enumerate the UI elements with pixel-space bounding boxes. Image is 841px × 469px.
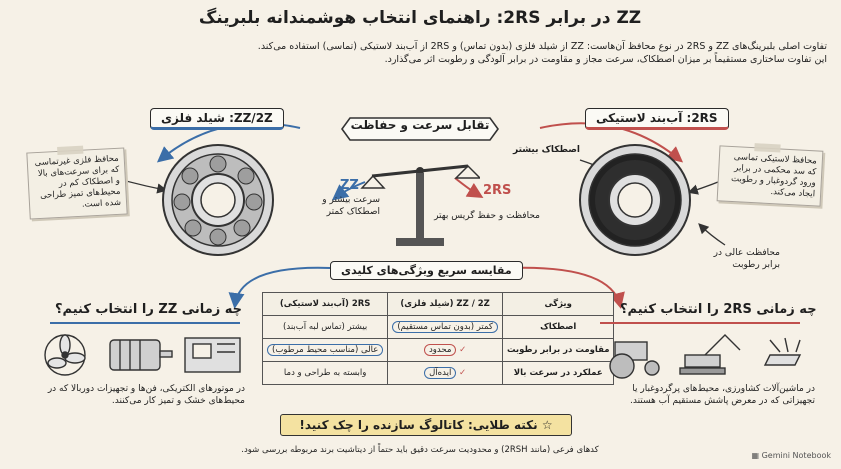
zz-description-note bbox=[26, 147, 127, 219]
star-icon: ☆ bbox=[541, 418, 553, 432]
when-2rs-heading: چه زمانی 2RS را انتخاب کنیم؟ bbox=[620, 302, 817, 317]
brand-text: Gemini Notebook bbox=[761, 451, 831, 460]
water-spray-icon bbox=[765, 338, 800, 365]
divider bbox=[50, 322, 240, 324]
zz-scale-label: ZZ bbox=[340, 178, 359, 193]
table-cell-rs bbox=[263, 339, 388, 362]
arrow-moisture bbox=[700, 225, 725, 245]
table-row bbox=[263, 316, 614, 339]
zz-scale-description: سرعت بیشتر و اصطکاک کمتر bbox=[322, 195, 380, 217]
2rs-scale-label: 2RS bbox=[483, 183, 512, 198]
divider bbox=[600, 322, 800, 324]
golden-tip-banner bbox=[280, 414, 572, 436]
2rs-scale-description: محافظت و حفظ گریس بهتر bbox=[434, 211, 540, 221]
tractor-icon bbox=[610, 342, 659, 378]
friction-more-label: اصطکاک بیشتر bbox=[513, 145, 580, 155]
comparison-heading: مقایسه سریع ویژگی‌های کلیدی bbox=[330, 261, 523, 280]
table-header: 2RS (آب‌بند لاستیکی) bbox=[263, 293, 388, 316]
page-title: ZZ در برابر 2RS: راهنمای انتخاب هوشمندانه بلبرینگ bbox=[198, 8, 642, 28]
2rs-description-text: محافظ لاستیکی تماسی که سد محکمی در برابر ورود گردوغبار و رطوبت ایجاد می‌کند. bbox=[730, 152, 818, 200]
when-2rs-text: در ماشین‌آلات کشاورزی، محیط‌های پرگردوغبار یا تجهیزاتی که در معرض پاشش مستقیم آب هستند. bbox=[629, 384, 815, 406]
intro-line-1: تفاوت اصلی بلبرینگ‌های ZZ و 2RS در نوع محافظ آن‌هاست: ZZ از شیلد فلزی (بدون تماس) و 2RS از آب‌بند لاستیکی (تماسی) استفاده می‌کند. bbox=[257, 41, 827, 52]
table-row bbox=[263, 339, 614, 362]
zz-value: کمتر (بدون تماس مستقیم) bbox=[392, 321, 498, 333]
table-cell-rs: وابسته به طراحی و دما bbox=[263, 362, 388, 385]
table-row bbox=[263, 362, 614, 385]
tape-decoration bbox=[754, 143, 780, 152]
tape-decoration bbox=[57, 146, 83, 155]
table-cell-zz bbox=[388, 362, 503, 385]
2rs-description-note bbox=[717, 145, 824, 206]
brand-watermark bbox=[751, 451, 831, 460]
table-cell-feature: مقاومت در برابر رطوبت bbox=[502, 339, 614, 362]
check-icon: ✓ bbox=[459, 368, 467, 378]
2rs-bearing-icon bbox=[575, 140, 695, 260]
comparison-table bbox=[262, 292, 614, 385]
intro-line-2: این تفاوت ساختاری مستقیماً بر میزان اصطکاک، سرعت مجاز و مقاومت در برابر آلودگی و رطوبت اثر می‌گذارد. bbox=[384, 54, 827, 65]
zz-applications-illustration bbox=[35, 330, 245, 380]
table-cell-rs: بیشتر (تماس لبه آب‌بند) bbox=[263, 316, 388, 339]
table-header: ZZ / 2Z (شیلد فلزی) bbox=[388, 293, 503, 316]
notebook-logo-icon: ▦ bbox=[751, 451, 760, 460]
check-icon: ✓ bbox=[459, 345, 467, 355]
2rs-applications-illustration bbox=[600, 330, 820, 380]
when-zz-heading: چه زمانی ZZ را انتخاب کنیم؟ bbox=[55, 302, 243, 317]
footer-note: کدهای فرعی (مانند 2RSH) و محدودیت سرعت دقیق باید حتماً از دیتاشیت برند مربوطه بررسی شود. bbox=[241, 445, 599, 455]
table-cell-feature: عملکرد در سرعت بالا bbox=[502, 362, 614, 385]
when-zz-text: در موتورهای الکتریکی، فن‌ها و تجهیزات دوربالا که در محیط‌های خشک و تمیز کار می‌کنند. bbox=[47, 384, 245, 406]
golden-tip-text: نکته طلایی: کاتالوگ سازنده را چک کنید! bbox=[299, 418, 538, 432]
table-header-row bbox=[263, 293, 614, 316]
zz-bearing-icon bbox=[158, 140, 278, 260]
2rs-seal-label: 2RS: آب‌بند لاستیکی bbox=[585, 108, 729, 130]
table-cell-zz bbox=[388, 339, 503, 362]
zz-value: ایده‌آل bbox=[424, 367, 456, 379]
table-header: ویژگی bbox=[502, 293, 614, 316]
zz-value: محدود bbox=[424, 344, 456, 356]
moisture-protection-label: محافظت عالی در برابر رطوبت bbox=[713, 248, 780, 270]
excavator-icon bbox=[680, 335, 740, 374]
fan-icon bbox=[45, 335, 85, 375]
table-cell-zz bbox=[388, 316, 503, 339]
table-cell-feature: اصطکاک bbox=[502, 316, 614, 339]
rs-value: عالی (مناسب محیط مرطوب) bbox=[267, 344, 383, 356]
tradeoff-label: تقابل سرعت و حفاظت bbox=[350, 118, 490, 132]
zz-shield-label: ZZ/2Z: شیلد فلزی bbox=[150, 108, 284, 130]
machine-icon bbox=[185, 338, 240, 372]
motor-icon bbox=[110, 340, 172, 370]
zz-description-text: محافظ فلزی غیرتماسی که برای سرعت‌های بالا و اصطکاک کم در محیط‌های تمیز طراحی شده است. bbox=[34, 153, 122, 210]
